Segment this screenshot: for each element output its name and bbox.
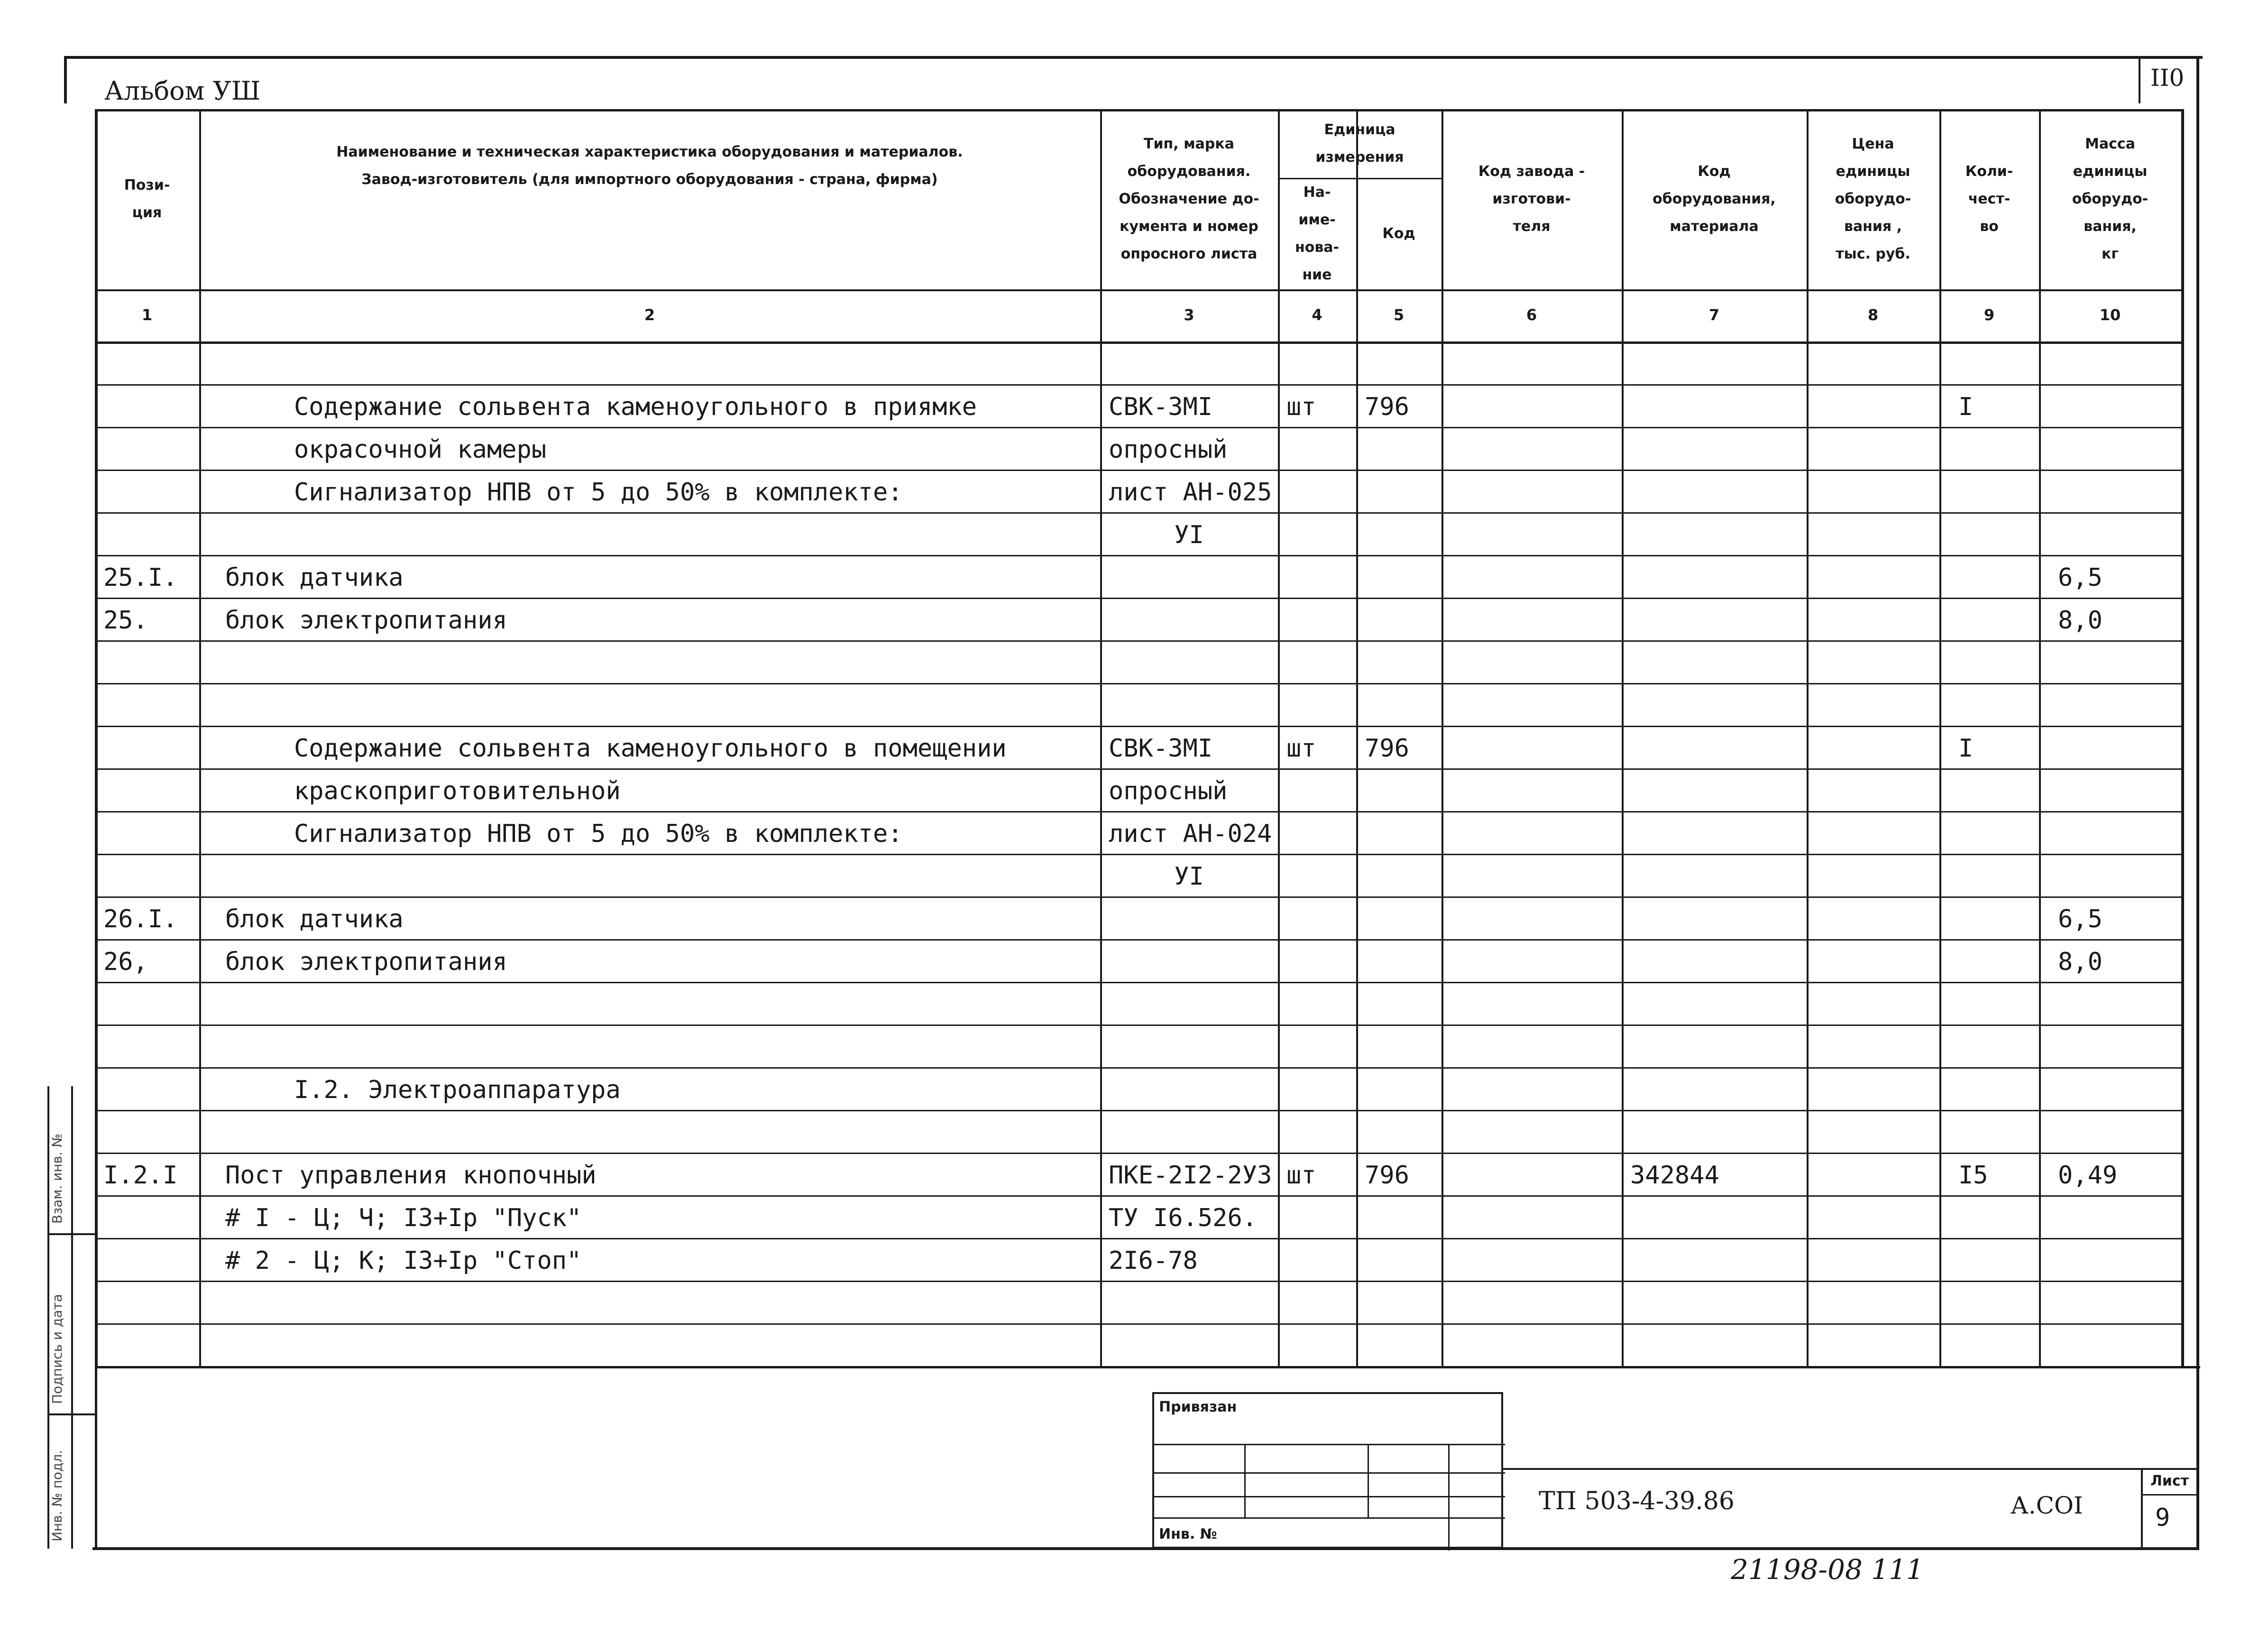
table-row bbox=[95, 1025, 2181, 1067]
cell-type: ПКЕ-2I2-2УЗ bbox=[1109, 1161, 1272, 1190]
col-header-type-text: Тип, марка оборудования. Обозначение до- кумента и номер опросного листа bbox=[1119, 136, 1259, 262]
sheet-box-left bbox=[2141, 1468, 2143, 1549]
privyazan-stamp bbox=[1152, 1392, 1503, 1549]
side-label-vzam: Взам. инв. № bbox=[49, 1133, 65, 1224]
col-header-factory-code bbox=[1442, 109, 1622, 289]
cell-type: лист АН-025 bbox=[1109, 478, 1272, 507]
cell-type: СВК-ЗМI bbox=[1109, 393, 1213, 421]
cell-name: окрасочной камеры bbox=[294, 435, 547, 464]
cell-pos: I.2.I bbox=[103, 1161, 178, 1190]
top-border bbox=[64, 56, 2203, 59]
side-strip-mid bbox=[71, 1086, 73, 1549]
column-number: 2 bbox=[644, 306, 655, 324]
cell-qty: I bbox=[1958, 734, 1974, 763]
cell-code: 796 bbox=[1365, 393, 1409, 421]
column-number: 5 bbox=[1393, 306, 1405, 324]
table-row bbox=[95, 640, 2181, 683]
table-row bbox=[95, 683, 2181, 726]
col-header-price-text: Цена единицы оборудо- вания , тыс. руб. bbox=[1835, 136, 1911, 262]
sheet-box-mid bbox=[2141, 1494, 2198, 1496]
col-header-unit-code-text: Код bbox=[1382, 225, 1415, 242]
col-header-name bbox=[199, 109, 1100, 223]
cell-name: блок электропитания bbox=[225, 606, 507, 635]
col-header-pos-text: Пози- ция bbox=[124, 177, 170, 221]
cell-name: Сигнализатор НПВ от 5 до 50% в комплекте: bbox=[294, 820, 903, 848]
cell-pos: 25.I. bbox=[103, 563, 178, 592]
cell-mass: 6,5 bbox=[2058, 905, 2103, 933]
page-number: II0 bbox=[2150, 64, 2185, 92]
column-line bbox=[2181, 109, 2184, 1366]
table-row bbox=[95, 1067, 2181, 1110]
cell-mass: 6,5 bbox=[2058, 563, 2103, 592]
stamp-left-line bbox=[95, 1366, 97, 1549]
stamp-top-line bbox=[95, 1366, 2200, 1368]
col-header-unit-group-text: Единица измерения bbox=[1315, 121, 1404, 166]
cell-mass: 8,0 bbox=[2058, 948, 2103, 976]
col-header-qty-text: Коли- чест- во bbox=[1965, 163, 2013, 235]
cell-pos: 26.I. bbox=[103, 905, 178, 933]
table-row bbox=[95, 598, 2181, 640]
table-row bbox=[95, 555, 2181, 598]
col-header-unit-group bbox=[1278, 109, 1442, 178]
table-row bbox=[95, 982, 2181, 1025]
cell-name: блок датчика bbox=[225, 905, 404, 933]
cell-name: Содержание сольвента каменоугольного в помещении bbox=[294, 734, 1007, 763]
cell-equip: 342844 bbox=[1630, 1161, 1719, 1190]
column-number: 10 bbox=[2099, 306, 2121, 324]
table-row bbox=[95, 512, 2181, 555]
col-header-type bbox=[1100, 109, 1278, 289]
cell-code: 796 bbox=[1365, 734, 1409, 763]
col-header-equip-code bbox=[1622, 109, 1807, 289]
table-row bbox=[95, 1323, 2181, 1366]
inv-no-label: Инв. № bbox=[1159, 1526, 1217, 1542]
column-number: 4 bbox=[1312, 306, 1322, 324]
cell-name: # I - Ц; Ч; IЗ+Iр "Пуск" bbox=[225, 1204, 582, 1232]
table-row bbox=[95, 1195, 2181, 1238]
cell-type: УI bbox=[1174, 521, 1204, 549]
col-header-mass-text: Масса единицы оборудо- вания, кг bbox=[2072, 136, 2149, 262]
col-header-name-text: Наименование и техническая характеристика оборудования и материалов. Завод-изготовитель (для импортного оборудования - страна, фирма) bbox=[336, 144, 963, 188]
cell-type: УI bbox=[1174, 862, 1204, 891]
table-row bbox=[95, 342, 2181, 384]
document-code: ТП 503-4-39.86 bbox=[1539, 1487, 1735, 1515]
cell-mass: 8,0 bbox=[2058, 606, 2103, 635]
stamp-title-line bbox=[1503, 1468, 2198, 1470]
col-header-unit-name-text: На- име- нова- ние bbox=[1295, 184, 1340, 283]
bottom-border bbox=[92, 1547, 2199, 1550]
column-number: 3 bbox=[1184, 306, 1194, 324]
table-row bbox=[95, 939, 2181, 982]
page-number-box-left bbox=[2139, 56, 2140, 103]
cell-name: Содержание сольвента каменоугольного в приямке bbox=[294, 393, 977, 421]
table-row bbox=[95, 470, 2181, 512]
side-label-inv: Инв. № подл. bbox=[49, 1450, 65, 1542]
table-row bbox=[95, 854, 2181, 896]
cell-pos: 25. bbox=[103, 606, 148, 635]
cell-unit: шт bbox=[1286, 1161, 1316, 1190]
privyazan-label: Привязан bbox=[1159, 1399, 1237, 1415]
sheet-number: 9 bbox=[2155, 1504, 2170, 1532]
table-row bbox=[95, 811, 2181, 854]
col-header-mass bbox=[2039, 109, 2181, 289]
cell-pos: 26, bbox=[103, 948, 148, 976]
header-bottom-line bbox=[95, 289, 2181, 291]
column-number: 8 bbox=[1867, 306, 1879, 324]
col-header-qty bbox=[1939, 109, 2039, 289]
cell-name: Сигнализатор НПВ от 5 до 50% в комплекте: bbox=[294, 478, 903, 507]
left-border-top bbox=[64, 56, 67, 103]
table-row bbox=[95, 1153, 2181, 1195]
cell-type: 2I6-78 bbox=[1109, 1246, 1198, 1275]
cell-qty: I5 bbox=[1958, 1161, 1988, 1190]
cell-unit: шт bbox=[1286, 734, 1316, 763]
cell-mass: 0,49 bbox=[2058, 1161, 2118, 1190]
cell-name: краскоприготовительной bbox=[294, 777, 621, 805]
cell-name: # 2 - Ц; К; IЗ+Iр "Стоп" bbox=[225, 1246, 582, 1275]
cell-type: ТУ I6.526. bbox=[1109, 1204, 1258, 1232]
table-row bbox=[95, 1281, 2181, 1323]
column-number: 1 bbox=[141, 306, 153, 324]
table-row bbox=[95, 427, 2181, 470]
col-header-pos bbox=[95, 109, 199, 289]
cell-type: опросный bbox=[1109, 777, 1228, 805]
table-row bbox=[95, 1110, 2181, 1153]
cell-type: лист АН-024 bbox=[1109, 820, 1272, 848]
table-row bbox=[95, 384, 2181, 427]
column-number: 6 bbox=[1526, 306, 1537, 324]
specification-table bbox=[95, 109, 2181, 1366]
column-number: 9 bbox=[1983, 306, 1995, 324]
table-row bbox=[95, 1238, 2181, 1281]
cell-type: СВК-ЗМI bbox=[1109, 734, 1213, 763]
cell-name: блок электропитания bbox=[225, 948, 507, 976]
side-label-sign: Подпись и дата bbox=[49, 1294, 65, 1404]
cell-type: опросный bbox=[1109, 435, 1228, 464]
table-row bbox=[95, 726, 2181, 768]
cell-unit: шт bbox=[1286, 393, 1316, 421]
cell-code: 796 bbox=[1365, 1161, 1409, 1190]
cell-name: блок датчика bbox=[225, 563, 404, 592]
col-header-price bbox=[1807, 109, 1939, 289]
album-title: Альбом УШ bbox=[104, 76, 261, 106]
column-number: 7 bbox=[1708, 306, 1720, 324]
sheet-code: А.СОI bbox=[2011, 1492, 2083, 1519]
col-header-unit-name bbox=[1278, 178, 1356, 289]
handwritten-number: 21198-08 111 bbox=[1731, 1553, 1924, 1586]
col-header-unit-code bbox=[1356, 178, 1442, 289]
right-border bbox=[2196, 56, 2199, 1550]
sheet-label: Лист bbox=[2150, 1473, 2189, 1489]
table-row bbox=[95, 896, 2181, 939]
col-header-equip-code-text: Код оборудования, материала bbox=[1653, 163, 1776, 235]
cell-name: I.2. Электроаппаратура bbox=[294, 1076, 621, 1104]
cell-name: Пост управления кнопочный bbox=[225, 1161, 597, 1190]
col-header-factory-code-text: Код завода - изготови- теля bbox=[1478, 163, 1585, 235]
cell-qty: I bbox=[1958, 393, 1974, 421]
table-row bbox=[95, 768, 2181, 811]
